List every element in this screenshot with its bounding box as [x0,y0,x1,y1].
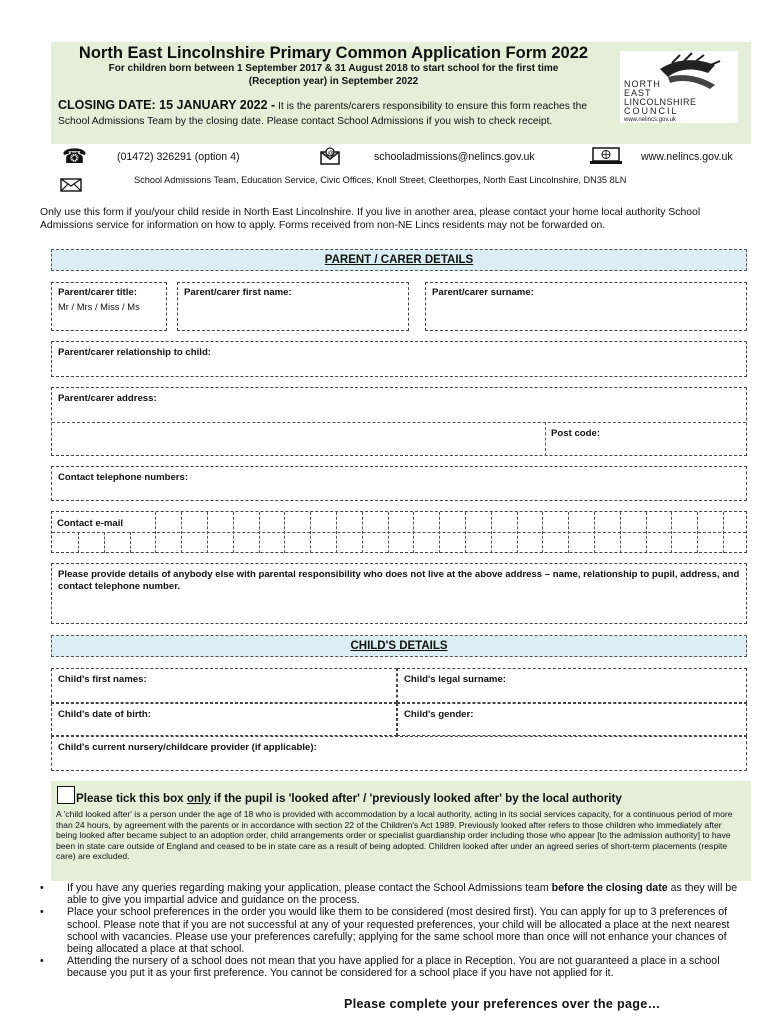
email-grid-cell [594,512,595,553]
logo-text-1: NORTH [624,79,661,89]
guidance-item-1-text-end: as they will be able to give you impartial advice and guidance on the process. [67,882,738,907]
contact-phone-label: Contact telephone numbers: [58,472,189,483]
phone-icon: ☎ [62,146,87,168]
logo-url: www.nelincs.gov.uk [624,117,676,123]
email-grid-cell [723,512,724,553]
email-grid-cell [646,512,647,553]
child-first-names-field[interactable] [51,668,397,703]
contact-email-label: Contact e-mail [57,518,124,529]
parent-surname-field[interactable] [425,282,747,331]
email-grid-cell [542,512,543,553]
looked-after-checkbox[interactable] [57,786,75,804]
parent-title-options: Mr / Mrs / Miss / Ms [58,301,140,312]
subtitle-line-1: For children born between 1 September 2017 & 31 August 2018 to start school for the first time [108,63,559,74]
guidance-item-1-text: If you have any queries regarding making your application, please contact the School Admissions team [67,882,552,894]
parent-title-label: Parent/carer title: [58,287,137,298]
looked-after-pre: Please tick this box [76,792,187,805]
email-grid-cell [465,512,466,553]
email-grid-cell [207,512,208,553]
email-address[interactable]: schooladmissions@nelincs.gov.uk [374,151,535,163]
looked-after-only: only [186,792,211,805]
contact-email-grid[interactable] [51,511,747,553]
email-grid-cell [181,512,182,553]
parent-surname-label: Parent/carer surname: [432,287,534,298]
phone-number: (01472) 326291 (option 4) [117,151,240,163]
website-icon [589,146,623,166]
child-gender-field[interactable] [397,703,747,736]
parent-relationship-field[interactable] [51,341,747,377]
intro-text: Only use this form if you/your child reside in North East Lincolnshire. If you live in another area, please contact your home local authority School Admissions service for information on how to apply. Forms received from non-NE Lincs residents may not be forwarded on. [40,207,701,231]
council-logo [620,51,738,123]
email-grid-cell [388,512,389,553]
email-grid-cell [104,532,105,553]
closing-date-notice [58,98,603,129]
parent-section-heading: PARENT / CARER DETAILS [51,249,747,271]
parent-address-field[interactable] [51,387,747,456]
child-dob-field[interactable] [51,703,397,736]
form-subtitle [51,63,616,88]
email-grid-cell [233,512,234,553]
email-grid-cell [130,532,131,553]
child-surname-label: Child's legal surname: [404,674,506,685]
other-parent-field[interactable] [51,563,747,624]
email-grid-cell [259,512,260,553]
email-grid-cell [78,532,79,553]
envelope-icon [60,178,82,192]
parent-title-field[interactable] [51,282,167,331]
postal-address: School Admissions Team, Education Service, Civic Offices, Knoll Street, Cleethorpes, North East Lincolnshire, DN35 8LN [134,175,627,185]
child-gender-label: Child's gender: [404,709,474,720]
subtitle-line-2: (Reception year) in September 2022 [248,75,419,87]
email-grid-cell [362,512,363,553]
email-grid-cell [671,512,672,553]
email-grid-cell [336,512,337,553]
logo-text-3: LINCOLNSHIRE [624,97,697,107]
child-section-heading: CHILD'S DETAILS [51,635,747,657]
email-grid-cell [517,512,518,553]
form-title: North East Lincolnshire Primary Common Application Form 2022 [78,44,589,62]
child-first-names-label: Child's first names: [58,674,147,685]
child-nursery-label: Child's current nursery/childcare provider (if applicable): [58,742,317,753]
guidance-item: • Place your school preferences in the order you would like them to be considered (most desired first). You can apply for up to 3 preferences of school. Please note that if you are not successful at any of your requested preferences, your child will be allocated a place at the next nearest school with vacancies. Please use your preferences carefully; applying for the same school more than once will not enhance your chances of being allocated a place at that school. [40,906,745,955]
parent-relationship-label: Parent/carer relationship to child: [58,347,212,358]
child-dob-label: Child's date of birth: [58,709,151,720]
email-grid-cell [439,512,440,553]
email-icon [319,146,341,166]
email-grid-cell [491,512,492,553]
email-grid-cell [413,512,414,553]
closing-date: CLOSING DATE: 15 JANUARY 2022 - [58,98,276,112]
looked-after-heading [76,792,622,805]
looked-after-description: A 'child looked after' is a person under the age of 18 who is provided with accommodation by a local authority, acting in its social services capacity, for a continuous period of more than 24 hours, by agreement with the parents or in accordance with section 22 of the Children's Act 1989. Previously looked after refers to those children who immediately after being looked after became subject to an adoption order, child arrangements order or specialist guardianship order including those who appear [to the admission authority] to have been in state care outside of England and ceased to be in state care as a result of being adopted. Children looked after under an agreed series of short-term placements (respite care) are excluded. [56,809,733,861]
closing-text: It is the parents/carers responsibility to ensure this form reaches the School Admissions Team by the closing date. Please contact School Admissions if you wish to check receipt. [58,101,588,127]
looked-after-post: if the pupil is 'looked after' / 'previously looked after' by the local authority [210,792,622,805]
guidance-item: • Attending the nursery of a school does not mean that you have applied for a place in Reception. You are not guaranteed a place in a school because you put it as your first preference. You cannot be considered for a school place if you have not applied for it. [40,955,745,979]
parent-address-label: Parent/carer address: [58,393,157,404]
email-grid-cell [310,512,311,553]
parent-first-name-field[interactable] [177,282,409,331]
postcode-label: Post code: [551,428,601,439]
website-url[interactable]: www.nelincs.gov.uk [641,151,733,163]
logo-text-4: COUNCIL [624,106,679,116]
email-grid-cell [620,512,621,553]
guidance-item [40,882,745,906]
guidance-list [40,882,745,980]
contact-phone-field[interactable] [51,466,747,501]
parent-first-name-label: Parent/carer first name: [184,287,292,298]
email-grid-cell [284,512,285,553]
child-surname-field[interactable] [397,668,747,703]
other-parent-label: Please provide details of anybody else with parental responsibility who does not live at the above address – name, relationship to pupil, address, and contact telephone number. [58,569,740,592]
email-grid-cell [697,512,698,553]
logo-text-2: EAST [624,88,652,98]
child-nursery-field[interactable] [51,736,747,771]
svg-text:@: @ [327,151,334,157]
email-grid-cell [568,512,569,553]
email-grid-cell [155,512,156,553]
council-logo-graphic [620,51,738,123]
footer-note: Please complete your preferences over the page… [344,997,661,1011]
guidance-item-1-bold: before the closing date [551,882,668,894]
